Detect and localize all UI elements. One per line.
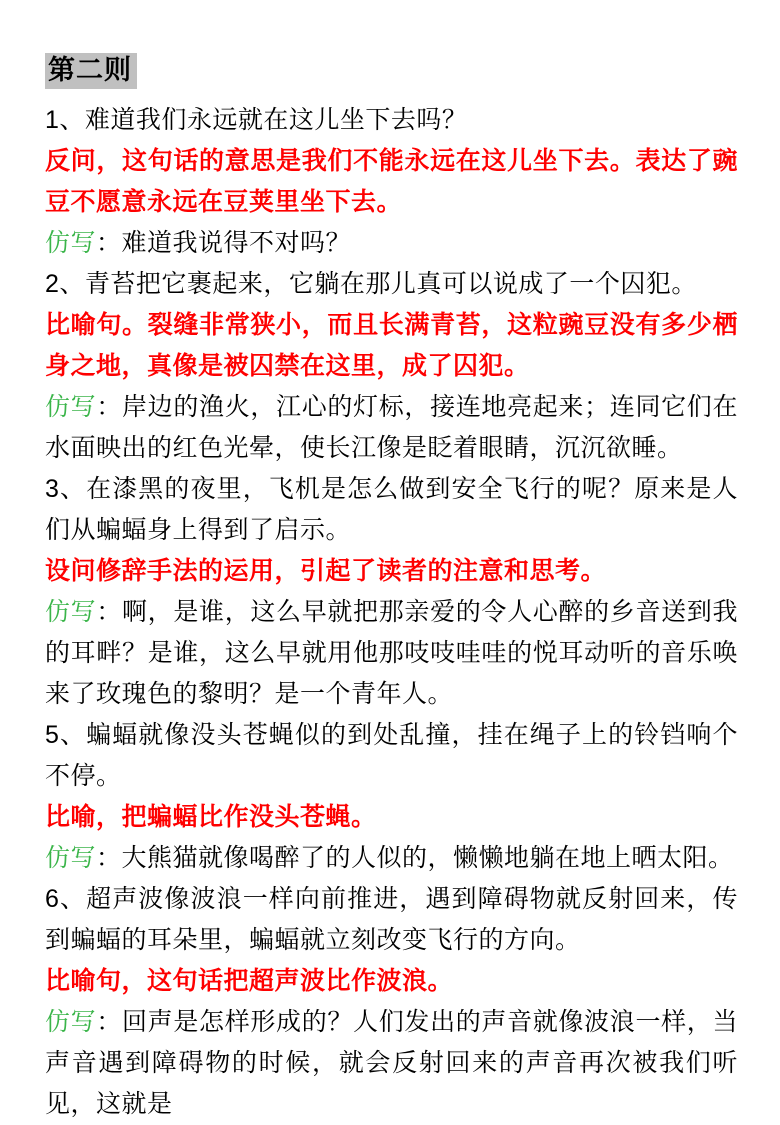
imitation-text: 回声是怎样形成的？人们发出的声音就像波浪一样，当声音遇到障碍物的时候，就会反射回来的声音再次被我们听见，这就是 <box>45 1008 738 1118</box>
analysis-text: 反问，这句话的意思是我们不能永远在这儿坐下去。表达了豌豆不愿意永远在豆荚里坐下去。 <box>45 147 738 216</box>
imitation-line <box>45 592 738 715</box>
imitation-text: 啊，是谁，这么早就把那亲爱的令人心醉的乡音送到我的耳畔？是谁，这么早就用他那吱吱哇哇的悦耳动听的音乐唤来了玫瑰色的黎明？是一个青年人。 <box>45 598 738 708</box>
imitation-colon: ： <box>96 229 122 257</box>
imitation-label: 仿写 <box>45 598 97 626</box>
page-title: 第二则 <box>45 53 137 89</box>
imitation-line <box>45 223 738 264</box>
imitation-colon: ： <box>96 1008 123 1036</box>
imitation-line <box>45 387 738 469</box>
imitation-text: 难道我说得不对吗？ <box>121 229 352 257</box>
exercise-item-3 <box>45 469 738 715</box>
exercise-item-5 <box>45 715 738 879</box>
analysis-text: 比喻句。裂缝非常狭小，而且长满青苔，这粒豌豆没有多少栖身之地，真像是被囚禁在这里，成了囚犯。 <box>45 311 738 380</box>
title-row <box>45 52 738 89</box>
imitation-colon: ： <box>96 844 122 872</box>
question-sentence: 3、在漆黑的夜里，飞机是怎么做到安全飞行的呢？原来是人们从蝙蝠身上得到了启示。 <box>45 475 738 544</box>
imitation-line <box>45 1002 738 1125</box>
imitation-label: 仿写 <box>45 229 97 257</box>
imitation-colon: ： <box>96 598 123 626</box>
question-sentence: 2、青苔把它裹起来，它躺在那儿真可以说成了一个囚犯。 <box>45 270 697 298</box>
imitation-text: 大熊猫就像喝醉了的人似的，懒懒地躺在地上晒太阳。 <box>121 844 734 872</box>
analysis-text: 比喻，把蝙蝠比作没头苍蝇。 <box>45 803 377 831</box>
analysis-text: 比喻句，这句话把超声波比作波浪。 <box>45 967 454 995</box>
analysis-text: 设问修辞手法的运用，引起了读者的注意和思考。 <box>45 557 607 585</box>
imitation-text: 岸边的渔火，江心的灯标，接连地亮起来；连同它们在水面映出的红色光晕，使长江像是眨着眼睛，沉沉欲睡。 <box>45 393 738 462</box>
imitation-colon: ： <box>96 393 123 421</box>
imitation-label: 仿写 <box>45 844 97 872</box>
imitation-label: 仿写 <box>45 1008 97 1036</box>
imitation-label: 仿写 <box>45 393 97 421</box>
question-sentence: 6、超声波像波浪一样向前推进，遇到障碍物就反射回来，传到蝙蝠的耳朵里，蝙蝠就立刻改变飞行的方向。 <box>45 885 738 954</box>
imitation-line <box>45 838 738 879</box>
question-sentence: 1、难道我们永远就在这儿坐下去吗？ <box>45 106 468 134</box>
question-sentence: 5、蝙蝠就像没头苍蝇似的到处乱撞，挂在绳子上的铃铛响个不停。 <box>45 721 738 790</box>
exercise-item-6 <box>45 879 738 1125</box>
exercise-item-1 <box>45 100 738 264</box>
exercise-item-2 <box>45 264 738 469</box>
